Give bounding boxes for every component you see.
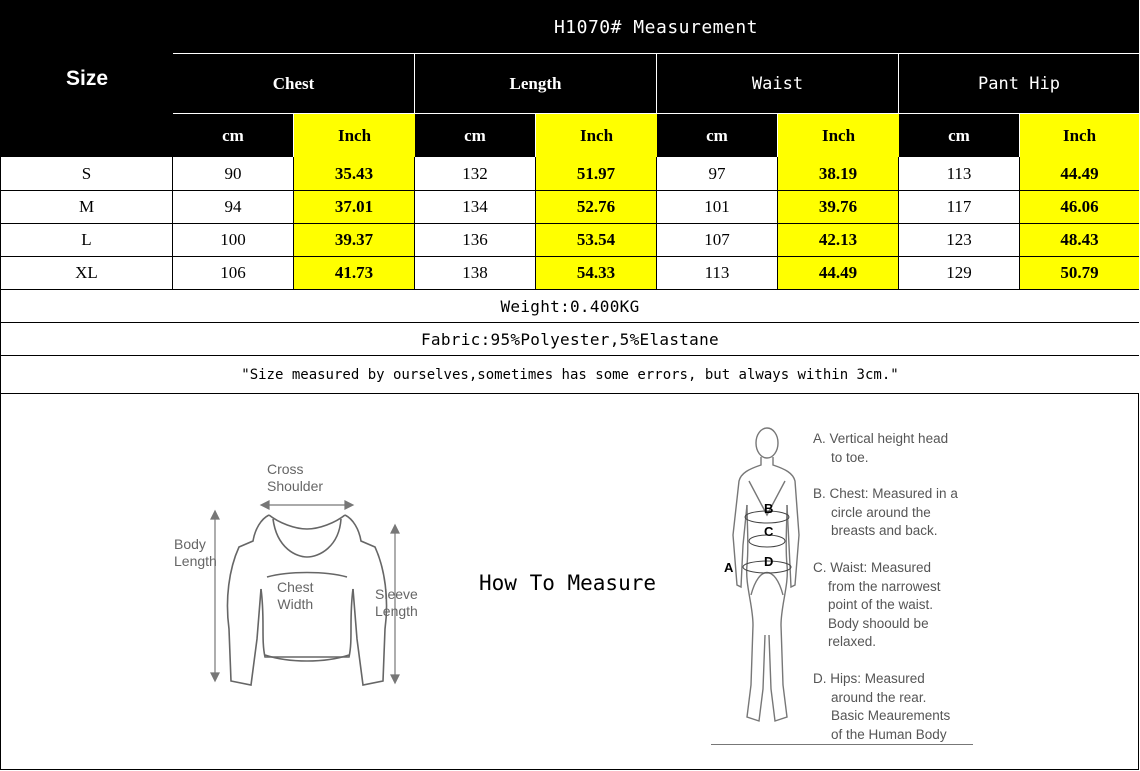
- value-inch-cell: 48.43: [1020, 224, 1139, 257]
- sleeve-length-label: [375, 586, 418, 620]
- note-row: "Size measured by ourselves,sometimes has some errors, but always within 3cm.": [1, 356, 1139, 394]
- cross-shoulder-label: [267, 461, 323, 495]
- value-inch-cell: 37.01: [294, 191, 415, 224]
- unit-inch: Inch: [1020, 114, 1139, 157]
- note-c-line: from the narrowest: [828, 578, 941, 594]
- marker-a: A: [724, 560, 734, 575]
- body-length-label: [174, 536, 217, 570]
- value-cm-cell: 134: [415, 191, 536, 224]
- note-c: [813, 559, 941, 652]
- size-header: Size: [1, 1, 173, 157]
- value-cm-cell: 113: [899, 157, 1020, 191]
- note-d-line: around the rear.: [831, 689, 927, 705]
- value-inch-cell: 44.49: [778, 257, 899, 290]
- sleeve-length-line1: Sleeve: [375, 586, 418, 602]
- note-d: [813, 670, 950, 744]
- weight-row: Weight:0.400KG: [1, 290, 1139, 323]
- unit-cm: cm: [173, 114, 294, 157]
- value-cm-cell: 113: [657, 257, 778, 290]
- value-inch-cell: 39.76: [778, 191, 899, 224]
- chest-width-line1: Chest: [277, 579, 314, 595]
- note-b-line: circle around the: [831, 504, 931, 520]
- body-figure: [719, 425, 809, 731]
- group-length: Length: [415, 54, 657, 114]
- value-inch-cell: 50.79: [1020, 257, 1139, 290]
- note-d-line: Basic Meaurements: [831, 708, 951, 723]
- value-cm-cell: 100: [173, 224, 294, 257]
- value-cm-cell: 117: [899, 191, 1020, 224]
- value-inch-cell: 44.49: [1020, 157, 1139, 191]
- group-chest: Chest: [173, 54, 415, 114]
- value-inch-cell: 41.73: [294, 257, 415, 290]
- sleeve-length-line2: Length: [375, 603, 418, 619]
- value-inch-cell: 51.97: [536, 157, 657, 191]
- value-inch-cell: 38.19: [778, 157, 899, 191]
- note-d-line: D. Hips: Measured: [813, 671, 925, 686]
- note-a-line: to toe.: [831, 449, 869, 465]
- unit-cm: cm: [657, 114, 778, 157]
- marker-b: B: [764, 501, 774, 516]
- chest-width-line2: Width: [277, 596, 314, 612]
- fabric-row: Fabric:95%Polyester,5%Elastane: [1, 323, 1139, 356]
- note-c-line: point of the waist.: [828, 597, 934, 612]
- value-inch-cell: 53.54: [536, 224, 657, 257]
- value-inch-cell: 35.43: [294, 157, 415, 191]
- group-pant-hip: Pant Hip: [899, 54, 1139, 114]
- value-cm-cell: 90: [173, 157, 294, 191]
- value-cm-cell: 94: [173, 191, 294, 224]
- size-cell: XL: [1, 257, 173, 290]
- value-cm-cell: 106: [173, 257, 294, 290]
- value-cm-cell: 132: [415, 157, 536, 191]
- unit-cm: cm: [899, 114, 1020, 157]
- value-cm-cell: 97: [657, 157, 778, 191]
- chart-title: H1070# Measurement: [173, 1, 1139, 54]
- note-d-line: of the Human Body: [831, 726, 947, 742]
- unit-cm: cm: [415, 114, 536, 157]
- marker-c: C: [764, 524, 774, 539]
- value-cm-cell: 136: [415, 224, 536, 257]
- unit-inch: Inch: [536, 114, 657, 157]
- value-inch-cell: 42.13: [778, 224, 899, 257]
- note-b-line: B. Chest: Measured in a: [813, 486, 958, 501]
- cross-shoulder-line2: Shoulder: [267, 478, 324, 494]
- unit-inch: Inch: [294, 114, 415, 157]
- value-cm-cell: 107: [657, 224, 778, 257]
- baseline-divider: [711, 744, 973, 745]
- note-b: [813, 485, 958, 541]
- marker-d: D: [764, 554, 774, 569]
- value-cm-cell: 138: [415, 257, 536, 290]
- note-c-line: Body shoould be: [828, 615, 929, 631]
- body-length-line2: Length: [174, 553, 217, 569]
- value-inch-cell: 54.33: [536, 257, 657, 290]
- value-inch-cell: 52.76: [536, 191, 657, 224]
- value-inch-cell: 46.06: [1020, 191, 1139, 224]
- group-waist: Waist: [657, 54, 899, 114]
- note-a-line: A. Vertical height head: [813, 431, 949, 446]
- value-cm-cell: 123: [899, 224, 1020, 257]
- note-b-line: breasts and back.: [831, 523, 938, 538]
- body-length-line1: Body: [174, 536, 206, 552]
- note-c-line: relaxed.: [828, 634, 877, 649]
- note-a: [813, 430, 948, 467]
- size-cell: M: [1, 191, 173, 224]
- size-cell: L: [1, 224, 173, 257]
- value-inch-cell: 39.37: [294, 224, 415, 257]
- unit-inch: Inch: [778, 114, 899, 157]
- how-to-measure-heading: How To Measure: [479, 571, 657, 595]
- value-cm-cell: 129: [899, 257, 1020, 290]
- value-cm-cell: 101: [657, 191, 778, 224]
- size-cell: S: [1, 157, 173, 191]
- cross-shoulder-line1: Cross: [267, 461, 304, 477]
- chest-width-label: [277, 579, 314, 613]
- note-c-line: C. Waist: Measured: [813, 560, 932, 575]
